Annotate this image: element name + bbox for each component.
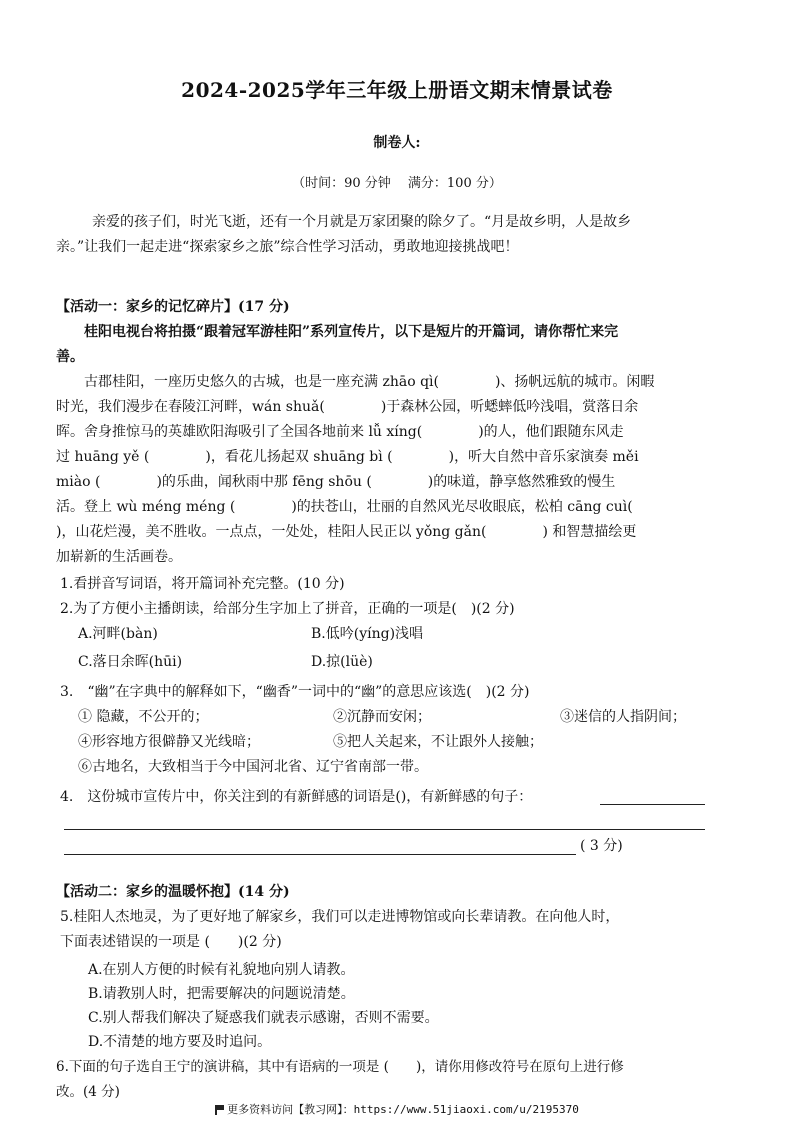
q4-answer-line-1[interactable]	[600, 804, 705, 805]
activity1-task-line-1: 桂阳电视台将拍摄“跟着冠军游桂阳”系列宣传片，以下是短片的开篇词，请你帮忙来完	[84, 324, 619, 340]
q2-option-c: C.落日余晖(hūi)	[78, 654, 183, 670]
passage-line-3: 晖。舍身推惊马的英雄欧阳海吸引了全国各地前来 lǚ xíng( )的人，他们跟随东风走	[56, 424, 624, 440]
question-6-line-2: 改。(4 分)	[56, 1084, 120, 1100]
passage-line-1: 古郡桂阳，一座历史悠久的古城，也是一座充满 zhāo qì( )、扬帆远航的城市。闲暇	[84, 374, 655, 390]
q3-option-1: ① 隐藏，不公开的；	[78, 709, 209, 725]
question-6-line-1: 6.下面的句子选自王宁的演讲稿，其中有语病的一项是 ( )，请你用修改符号在原句上进行修	[56, 1059, 624, 1075]
q3-option-3: ③迷信的人指阴间；	[560, 709, 686, 725]
q2-option-d: D.掠(lüè)	[311, 654, 373, 670]
activity1-heading: 【活动一：家乡的记忆碎片】(17 分)	[56, 299, 290, 315]
intro-line-2: 亲。”让我们一起走进“探索家乡之旅”综合性学习活动，勇敢地迎接挑战吧！	[56, 239, 519, 255]
question-4: 4. 这份城市宣传片中，你关注到的有新鲜感的词语是()，有新鲜感的句子：	[60, 789, 533, 805]
q2-option-a: A.河畔(bàn)	[78, 626, 158, 642]
maker-label: 制卷人:	[373, 135, 421, 151]
passage-line-8: 加崭新的生活画卷。	[56, 549, 182, 565]
q2-option-b: B.低吟(yíng)浅唱	[311, 626, 424, 642]
q4-score: ( 3 分)	[580, 838, 623, 854]
q5-option-b: B.请教别人时，把需要解决的问题说清楚。	[88, 986, 355, 1002]
q3-option-4: ④形容地方很僻静又光线暗；	[78, 734, 260, 750]
flag-icon	[215, 1105, 224, 1114]
footer	[0, 1101, 794, 1117]
question-3: 3. “幽”在字典中的解释如下，“幽香”一词中的“幽”的意思应该选( )(2 分)	[60, 684, 530, 700]
question-5-line-2: 下面表述错误的一项是 ( )(2 分)	[60, 934, 282, 950]
page-title: 2024-2025学年三年级上册语文期末情景试卷	[181, 78, 613, 102]
passage-line-6: 活。登上 wù méng méng ( )的扶苍山，壮丽的自然风光尽收眼底，松柏 cāng cuì(	[56, 499, 633, 515]
passage-line-4: 过 huāng yě ( )，看花儿扬起双 shuāng bì ( )，听大自然中音乐家演奏 měi	[56, 449, 639, 465]
q5-option-a: A.在别人方便的时候有礼貌地向别人请教。	[88, 962, 355, 978]
question-2: 2.为了方便小主播朗读，给部分生字加上了拼音，正确的一项是( )(2 分)	[60, 601, 515, 617]
q3-option-5: ⑤把人关起来，不让跟外人接触；	[333, 734, 543, 750]
passage-line-2: 时光，我们漫步在春陵江河畔，wán shuǎ( )于森林公园，听蟋蟀低吟浅唱，赏落日余	[56, 399, 639, 415]
activity2-heading: 【活动二：家乡的温暖怀抱】(14 分)	[56, 884, 290, 900]
q5-option-c: C.别人帮我们解决了疑惑我们就表示感谢，否则不需要。	[88, 1010, 439, 1026]
q4-answer-line-3[interactable]	[64, 854, 576, 855]
exam-meta: （时间：90 分钟 满分：100 分）	[292, 176, 502, 191]
passage-line-5: miào ( )的乐曲，闻秋雨中那 fēng shōu ( )的味道，静享悠然雅致的慢生	[56, 474, 616, 490]
intro-line-1: 亲爱的孩子们，时光飞逝，还有一个月就是万家团聚的除夕了。“月是故乡明，人是故乡	[92, 214, 632, 230]
q5-option-d: D.不清楚的地方要及时追问。	[88, 1034, 272, 1050]
passage-line-7: )，山花烂漫，美不胜收。一点点，一处处，桂阳人民正以 yǒng gǎn( ) 和智慧描绘更	[56, 524, 637, 540]
q3-option-2: ②沉静而安闲；	[333, 709, 431, 725]
footer-link[interactable]: 更多资料访问【教习网】：https://www.51jiaoxi.com/u/2195370	[227, 1103, 579, 1116]
q3-option-6: ⑥古地名，大致相当于今中国河北省、辽宁省南部一带。	[78, 759, 428, 775]
question-1: 1.看拼音写词语，将开篇词补充完整。(10 分)	[60, 576, 345, 592]
q4-answer-line-2[interactable]	[64, 829, 705, 830]
activity1-task-line-2: 善。	[56, 349, 84, 365]
question-5-line-1: 5.桂阳人杰地灵，为了更好地了解家乡，我们可以走进博物馆或向长辈请教。在向他人时，	[60, 909, 620, 925]
